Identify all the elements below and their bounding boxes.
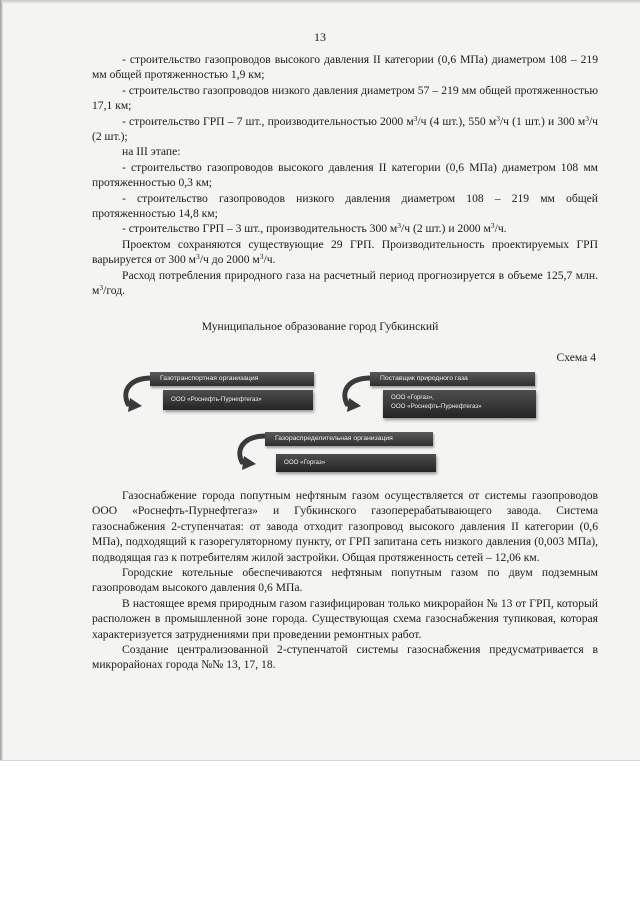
supplier-title: Поставщик природного газа: [370, 372, 535, 386]
superscript: 3: [196, 252, 200, 262]
paragraph-text: /ч до 2000 м: [199, 253, 260, 267]
transport-org-name: ООО «Роснефть-Пурнефтегаз»: [171, 396, 262, 403]
distribution-org-title: Газораспределительная организация: [265, 432, 433, 446]
paragraph-text: - строительство ГРП – 7 шт., производительностью 2000 м: [122, 114, 414, 128]
list-item-grp-stage3: [92, 221, 598, 236]
paragraph-text: /ч (1 шт.) и 300 м: [499, 114, 586, 128]
bottom-text-block: [92, 488, 598, 673]
scheme-label: Схема 4: [556, 351, 596, 364]
superscript: 3: [413, 113, 418, 123]
paragraph-associated-gas: Газоснабжение города попутным нефтяным газом осуществляется от системы газопроводов ООО «Роснефть-Пурнефтегаз» и Губкинского газоперерабатывающего завода. Система газоснабжения 2-ступенчатая: от завода отходит газопровод высокого давления II категории (0,6 МПа), подходящий к газорегуляторному пункту, от ГРП запитана сеть низкого давления (0,003 МПа), подводящая газ к потребителям жилой застройки. Общая протяженность сетей – 12,06 км.: [92, 489, 598, 564]
list-item-hp-pipelines-stage3: [92, 160, 598, 191]
superscript: 3: [490, 221, 495, 231]
paragraph-text: /ч (4 шт.), 550 м: [417, 114, 497, 128]
paragraph-text: - строительство газопроводов высокого давления II категории (0,6 МПа) диаметром 108 мм протяженностью 0,3 км;: [92, 160, 598, 190]
paragraph-text: /ч.: [263, 253, 276, 267]
list-item-lp-pipelines-stage3: [92, 191, 598, 222]
paragraph-text: /ч (2 шт.) и 2000 м: [401, 222, 491, 236]
paragraph-text: - строительство ГРП – 3 шт., производительность 300 м: [122, 222, 398, 236]
paragraph-text: - строительство газопроводов низкого давления диаметром 108 – 219 мм общей протяженностью 14,8 км;: [92, 191, 598, 221]
paragraph-microdistrict: В настоящее время природным газом газифицирован только микрорайон № 13 от ГРП, который расположен в промышленной зоне города. Существующая схема газоснабжения тупиковая, которая характеризуется затруднениями при проведении ремонтных работ.: [92, 596, 598, 641]
paragraph-text: /ч (2 шт.);: [92, 114, 598, 144]
transport-org-title: Газотранспортная организация: [150, 372, 314, 386]
superscript: 3: [99, 283, 104, 293]
superscript: 3: [397, 221, 402, 231]
paragraph-text: /год.: [103, 284, 126, 298]
superscript: 3: [496, 113, 500, 123]
scan-shadow-top: [0, 0, 640, 4]
list-item-hp-pipelines: [92, 52, 598, 83]
paragraph-text: /ч.: [494, 222, 507, 236]
distribution-org-name: ООО «Горгаз»: [284, 459, 326, 466]
distribution-org-box: [276, 454, 436, 472]
paragraph-centralized-system: Создание централизованной 2-ступенчатой системы газоснабжения предусматривается в микрорайонах города №№ 13, 17, 18.: [92, 643, 598, 672]
top-text-block: [92, 52, 598, 299]
paragraph-gas-consumption: [92, 268, 598, 299]
paragraph-existing-grp: [92, 237, 598, 268]
list-item-grp-stage2: [92, 114, 598, 145]
paragraph-text: - строительство газопроводов низкого давления диаметром 57 – 219 мм общей протяженностью 17,1 км;: [92, 83, 598, 113]
paragraph-boilers: Городские котельные обеспечиваются нефтяным попутным газом по двум подземным газопроводам высокого давления 0,6 МПа.: [92, 566, 598, 595]
list-item-lp-pipelines: [92, 83, 598, 114]
supplier-box: [383, 390, 536, 418]
superscript: 3: [259, 252, 264, 262]
superscript: 3: [585, 113, 589, 123]
transport-org-box: [163, 390, 313, 410]
stage3-heading: [92, 144, 598, 159]
paragraph-text: Проектом сохраняются существующие 29 ГРП. Производительность проектируемых ГРП варьируется от 300 м: [92, 237, 598, 267]
section-heading: Муниципальное образование город Губкинский: [201, 320, 439, 333]
paragraph-text: Расход потребления природного газа на расчетный период прогнозируется в объеме 125,7 млн. м: [92, 268, 598, 298]
paragraph-text: - строительство газопроводов высокого давления II категории (0,6 МПа) диаметром 108 – 219 мм общей протяженностью 1,9 км;: [92, 53, 598, 82]
supplier-name-1: ООО «Горгаз»,: [391, 394, 434, 401]
supplier-name-2: ООО «Роснефть-Пурнефтегаз»: [391, 403, 482, 410]
paragraph-text: на III этапе:: [122, 145, 181, 159]
gas-supply-diagram: [0, 366, 640, 476]
page-number: 13: [314, 30, 326, 44]
